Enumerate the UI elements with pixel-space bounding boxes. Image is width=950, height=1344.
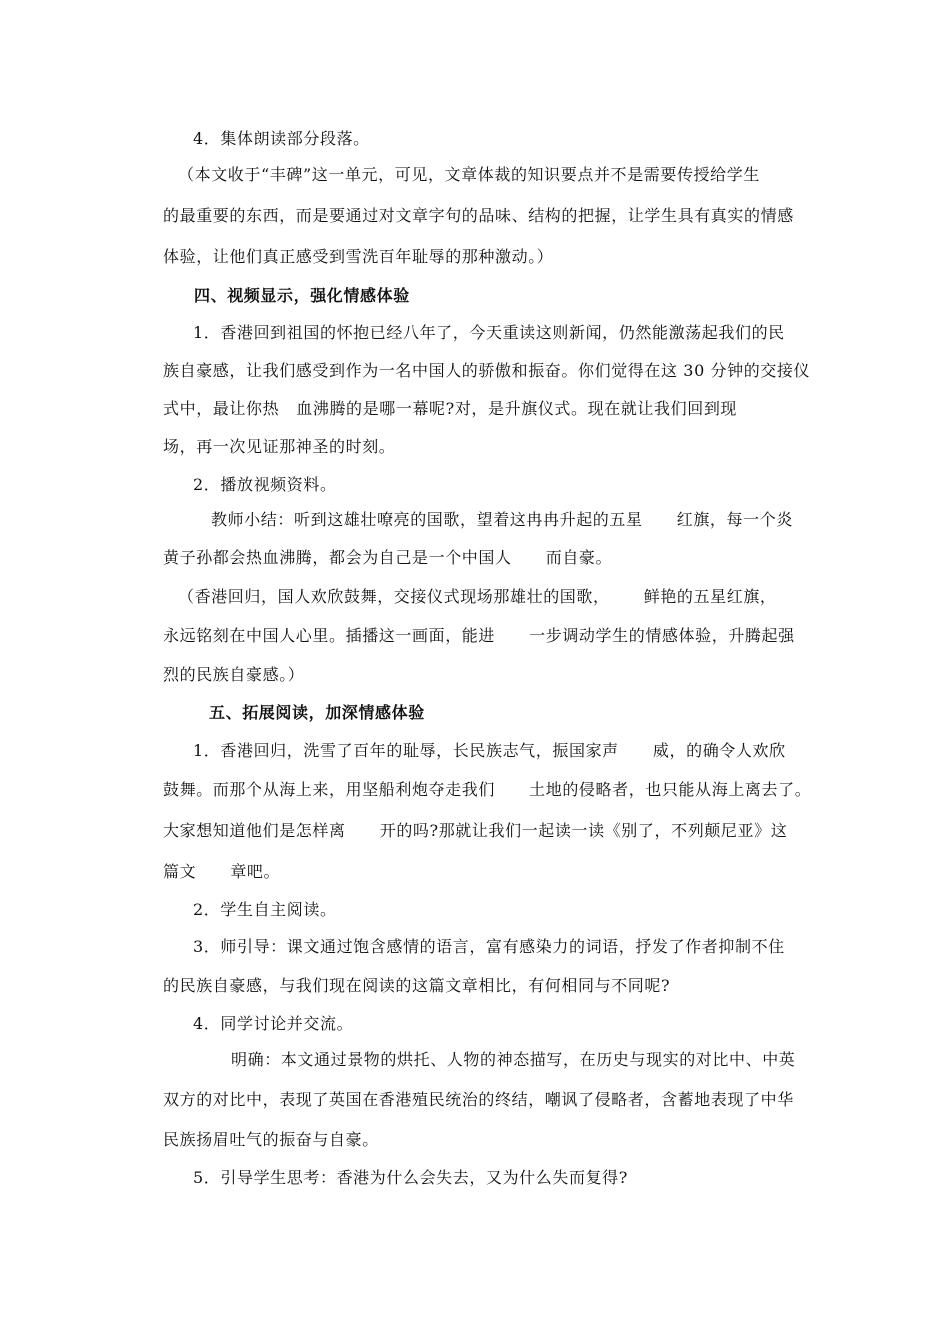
note-paragraph-line-2: 的最重要的东西，而是要通过对文章字句的品味、结构的把握，让学生具有真实的情感 bbox=[163, 206, 794, 225]
paragraph-line: 鼓舞。而那个从海上来，用坚船利炮夺走我们 土地的侵略者，也只能从海上离去了。 bbox=[163, 780, 812, 799]
list-item-5-think: 5．引导学生思考：香港为什么会失去，又为什么失而复得? bbox=[193, 1168, 628, 1187]
paragraph-line: 场，再一次见证那神圣的时刻。 bbox=[163, 437, 396, 456]
note-paragraph-line-3: 烈的民族自豪感。） bbox=[163, 665, 305, 684]
list-item-3-teacher-guide: 3．师引导：课文通过饱含感情的语言，富有感染力的词语，抒发了作者抑制不住 bbox=[193, 937, 785, 956]
paragraph-line: 式中，最让你热 血沸腾的是哪一幕呢?对，是升旗仪式。现在就让我们回到现 bbox=[163, 399, 738, 418]
note-paragraph-line-2: 永远铭刻在中国人心里。插播这一画面，能进 一步调动学生的情感体验，升腾起强 bbox=[163, 626, 795, 645]
paragraph-line: 1．香港回归，洗雪了百年的耻辱，长民族志气，振国家声 威，的确令人欢欣 bbox=[193, 741, 786, 760]
note-paragraph-line-1: （本文收于“丰碑”这一单元，可见，文章体裁的知识要点并不是需要传授给学生 bbox=[178, 165, 760, 184]
teacher-summary-line-2: 黄子孙都会热血沸腾，都会为自己是一个中国人 而自豪。 bbox=[163, 548, 613, 567]
list-item-4-group-reading: 4．集体朗读部分段落。 bbox=[193, 129, 370, 148]
list-item-2-self-reading: 2．学生自主阅读。 bbox=[193, 900, 337, 919]
section-heading-4: 四、视频显示，强化情感体验 bbox=[194, 286, 410, 305]
paragraph-line: 族自豪感，让我们感受到作为一名中国人的骄傲和振奋。你们觉得在这 30 分钟的交接仪 bbox=[163, 361, 811, 380]
list-item-4-discussion: 4．同学讨论并交流。 bbox=[193, 1014, 354, 1033]
note-paragraph-line-1: （香港回归，国人欢欣鼓舞，交接仪式现场那雄壮的国歌， 鲜艳的五星红旗， bbox=[178, 587, 777, 606]
section-heading-5: 五、拓展阅读，加深情感体验 bbox=[209, 703, 425, 722]
note-paragraph-line-3: 体验，让他们真正感受到雪洗百年耻辱的那种激动。） bbox=[163, 247, 554, 266]
list-item-2-play-video: 2．播放视频资料。 bbox=[193, 475, 337, 494]
clarification-line-2: 双方的对比中，表现了英国在香港殖民统治的终结，嘲讽了侵略者，含蓄地表现了中华 bbox=[163, 1090, 794, 1109]
paragraph-line: 的民族自豪感，与我们现在阅读的这篇文章相比，有何相同与不同呢? bbox=[163, 976, 671, 995]
paragraph-line: 1．香港回到祖国的怀抱已经八年了，今天重读这则新闻，仍然能激荡起我们的民 bbox=[193, 323, 785, 342]
paragraph-line: 大家想知道他们是怎样离 开的吗?那就让我们一起读一读《别了，不列颠尼亚》这 bbox=[163, 821, 788, 840]
paragraph-line: 篇文 章吧。 bbox=[163, 862, 281, 881]
clarification-line-3: 民族扬眉吐气的振奋与自豪。 bbox=[163, 1130, 379, 1149]
teacher-summary-line-1: 教师小结：听到这雄壮嘹亮的国歌，望着这冉冉升起的五星 红旗，每一个炎 bbox=[211, 510, 793, 529]
clarification-line-1: 明确：本文通过景物的烘托、人物的神态描写，在历史与现实的对比中、中英 bbox=[231, 1050, 796, 1069]
